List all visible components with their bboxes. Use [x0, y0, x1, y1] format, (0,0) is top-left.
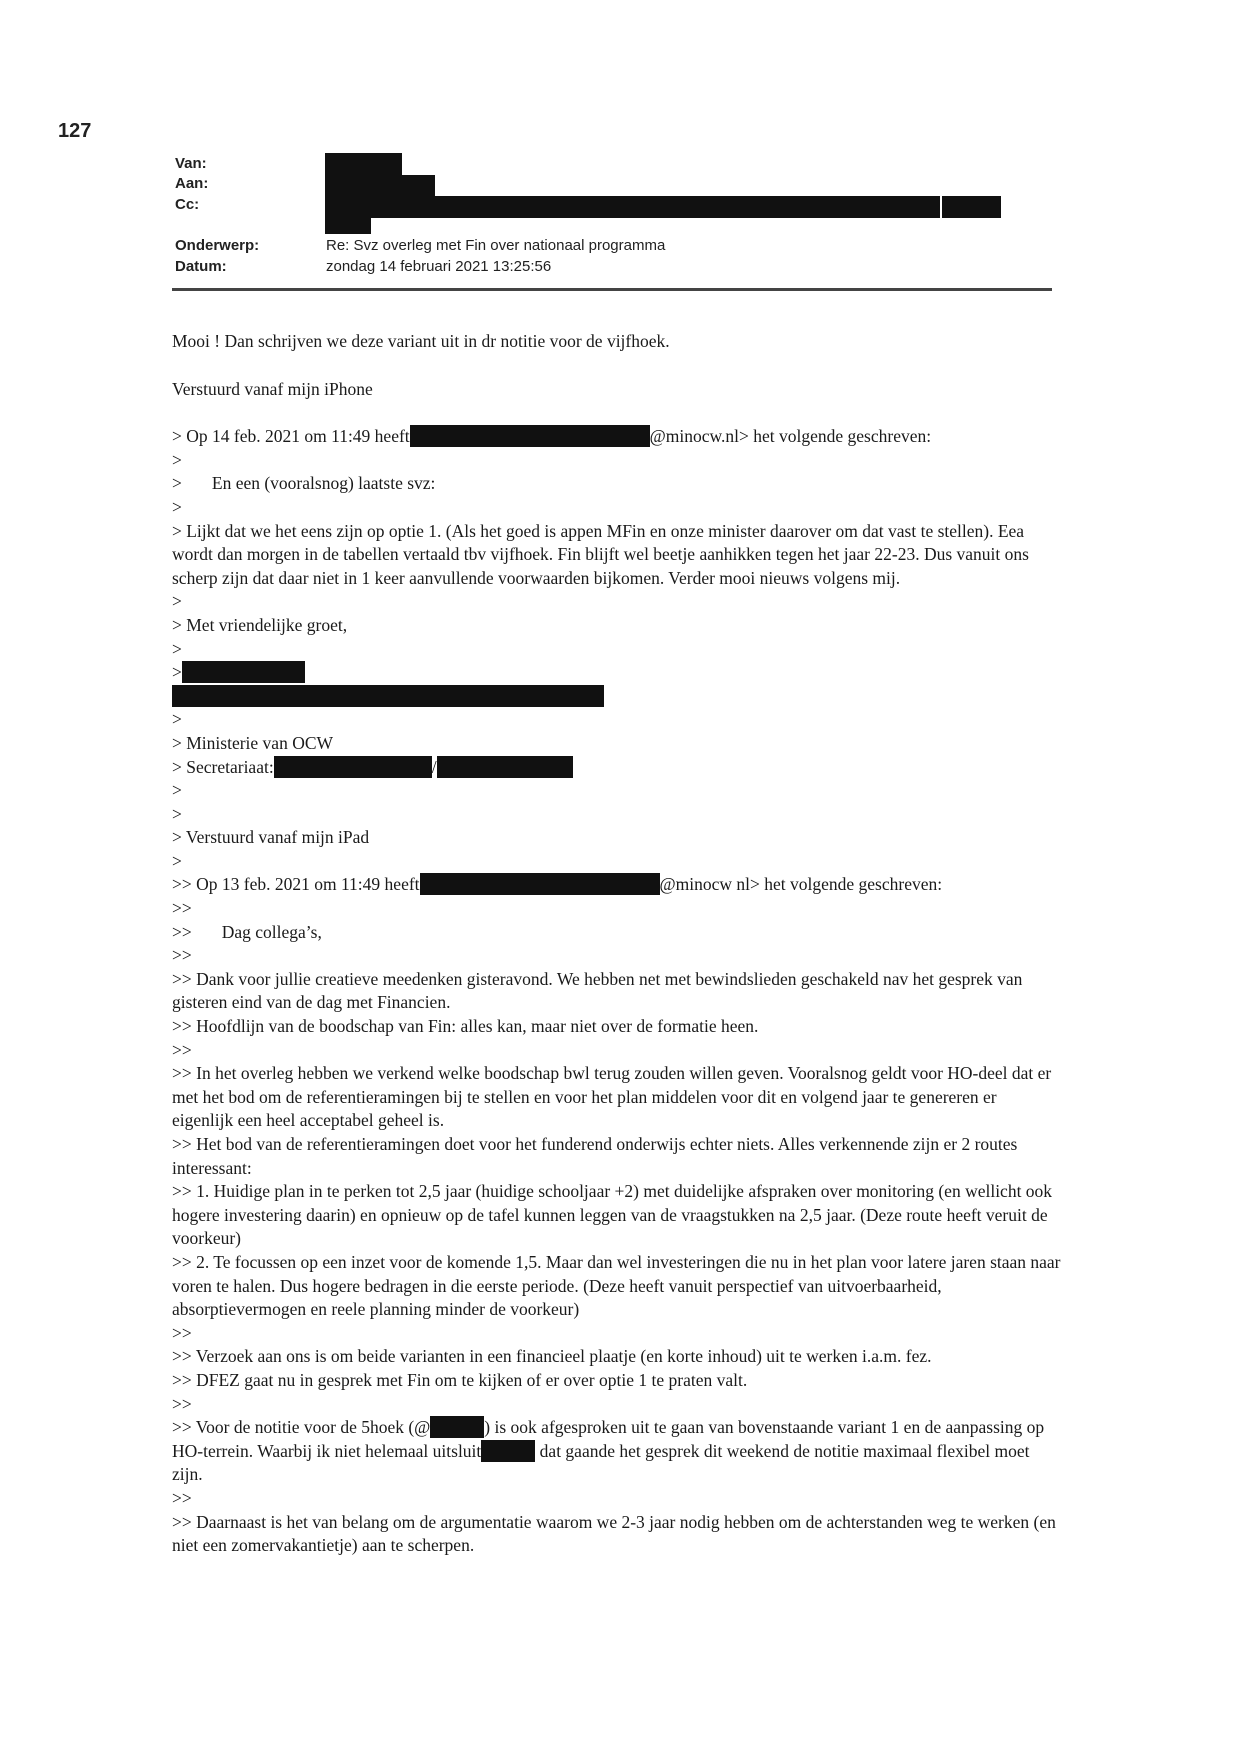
quote2-paragraph: >> Hoofdlijn van de boodschap van Fin: alles kan, maar niet over de formatie heen. [172, 1016, 759, 1037]
quote-marker: > [172, 496, 182, 517]
redaction-5hoek [430, 1416, 484, 1438]
header-rule [172, 288, 1052, 291]
page-number: 127 [58, 120, 92, 142]
reply-line: Mooi ! Dan schrijven we deze variant uit in dr notitie voor de vijfhoek. [172, 331, 670, 351]
quote1-greeting: > En een (vooralsnog) laatste svz: [172, 473, 436, 494]
quote2-paragraph: >> Voor de notitie voor de 5hoek (@ ) is ook afgesproken uit te gaan van bovenstaande variant 1 en de aanpassing op HO-terrein. Waarbij ik niet helemaal uitsluit dat gaande het gesprek dit weekend de notitie maximaal flexibel moet zijn. [172, 1417, 1049, 1485]
redaction-cc-2 [942, 196, 1001, 218]
quote2-paragraph: >> Verzoek aan ons is om beide varianten in een financieel plaatje (en korte inhoud) uit te werken i.a.m. fez. [172, 1346, 932, 1367]
quote-marker: > [172, 850, 182, 871]
quote-marker: >> [172, 1393, 192, 1414]
quote2-paragraph: >> In het overleg hebben we verkend welke boodschap bwl terug zouden willen geven. Vooralsnog geldt voor HO-deel dat er met het bod om de referentieramingen bij te stellen en voor het plan middelen voor dit en volgend jaar te genereren er eigenlijk een heel acceptabel geheel is. [172, 1063, 1056, 1131]
redaction-title [172, 685, 604, 707]
quote-marker: > [172, 449, 182, 470]
quote-marker: > [172, 591, 182, 612]
quote2-header: >> Op 13 feb. 2021 om 11:49 heeft @minocw nl> het volgende geschreven: [172, 874, 943, 895]
quote2-paragraph: >> 2. Te focussen op een inzet voor de komende 1,5. Maar dan wel investeringen die nu in het plan voor latere jaren staan naar voren te halen. Dus hogere bedragen in die eerste periode. (Deze heeft vanuit perspectief van uitvoerbaarheid, absorptievermogen en reele planning minder de voorkeur) [172, 1251, 1065, 1320]
subject-value: Re: Svz overleg met Fin over nationaal programma [326, 237, 666, 254]
quote1-signature-title [172, 685, 1062, 709]
date-value: zondag 14 februari 2021 13:25:56 [326, 258, 552, 275]
quote2-paragraph: >> Dank voor jullie creatieve meedenken gisteravond. We hebben net met bewindslieden geschakeld nav het gesprek van gisteren eind van de dag met Financien. [172, 968, 1027, 1013]
quote1-header: > Op 14 feb. 2021 om 11:49 heeft @minocw.nl> het volgende geschreven: [172, 426, 932, 447]
redaction-cc [325, 196, 940, 218]
redaction-name [182, 661, 305, 683]
quote1-closing: > Met vriendelijke groet, [172, 614, 348, 635]
quote-marker: >> [172, 1039, 192, 1060]
quote-marker: >> [172, 945, 192, 966]
redaction-to [325, 175, 435, 197]
quote-marker: > [172, 638, 182, 659]
redaction-cc-3 [325, 218, 371, 234]
quote2-paragraph: >> DFEZ gaat nu in gesprek met Fin om te kijken of er over optie 1 te praten valt. [172, 1369, 748, 1390]
cc-label: Cc: [175, 196, 200, 213]
from-label: Van: [175, 155, 207, 172]
redaction-from [325, 153, 402, 175]
quote-marker: > [172, 780, 182, 801]
quote2-paragraph: >> Daarnaast is het van belang om de argumentatie waarom we 2-3 jaar nodig hebben om de achterstanden weg te werken (en niet een zomervakantietje) aan te scherpen. [172, 1511, 1061, 1556]
quote1-ministry: > Ministerie van OCW [172, 732, 334, 753]
quote-marker: >> [172, 1487, 192, 1508]
quote1-sent-from-ipad: > Verstuurd vanaf mijn iPad [172, 827, 370, 848]
quote2-greeting: >> Dag collega’s, [172, 921, 322, 942]
date-label: Datum: [175, 258, 227, 275]
to-label: Aan: [175, 175, 209, 192]
redaction-sender-2 [420, 873, 660, 895]
subject-label: Onderwerp: [175, 237, 260, 254]
redaction-secretariat-1 [274, 756, 432, 778]
redaction-person [481, 1440, 535, 1462]
email-body [172, 330, 1065, 1558]
sent-from-iphone: Verstuurd vanaf mijn iPhone [172, 378, 373, 399]
quote1-secretariat: > Secretariaat: / [172, 756, 1062, 780]
quote-marker: > [172, 709, 182, 730]
redaction-secretariat-2 [437, 756, 573, 778]
quote-marker: >> [172, 1322, 192, 1343]
redaction-sender-1 [410, 425, 650, 447]
quote1-paragraph: > Lijkt dat we het eens zijn op optie 1. (Als het goed is appen MFin en onze minister daarover om dat vast te stellen). Eea wordt dan morgen in de tabellen vertaald tbv vijfhoek. Fin blijft wel beetje aanhikken tegen het jaar 22-23. Dus vanuit ons scherp zijn dat daar niet in 1 keer aanvullende voorwaarden bijkomen. Verder mooi nieuws volgens mij. [172, 520, 1034, 588]
quote2-paragraph: >> 1. Huidige plan in te perken tot 2,5 jaar (huidige schooljaar +2) met duidelijke afspraken over monitoring (en wellicht ook hogere investering daarin) en opnieuw op de tafel kunnen leggen van de vraagstukken na 2,5 jaar. (Deze route heeft veruit de voorkeur) [172, 1181, 1057, 1249]
quote2-paragraph: >> Het bod van de referentieramingen doet voor het funderend onderwijs echter niets. Alles verkennende zijn er 2 routes interessant: [172, 1134, 1022, 1178]
quote-marker: >> [172, 898, 192, 919]
quote1-signature-name: > [172, 661, 1062, 685]
quote-marker: > [172, 803, 182, 824]
